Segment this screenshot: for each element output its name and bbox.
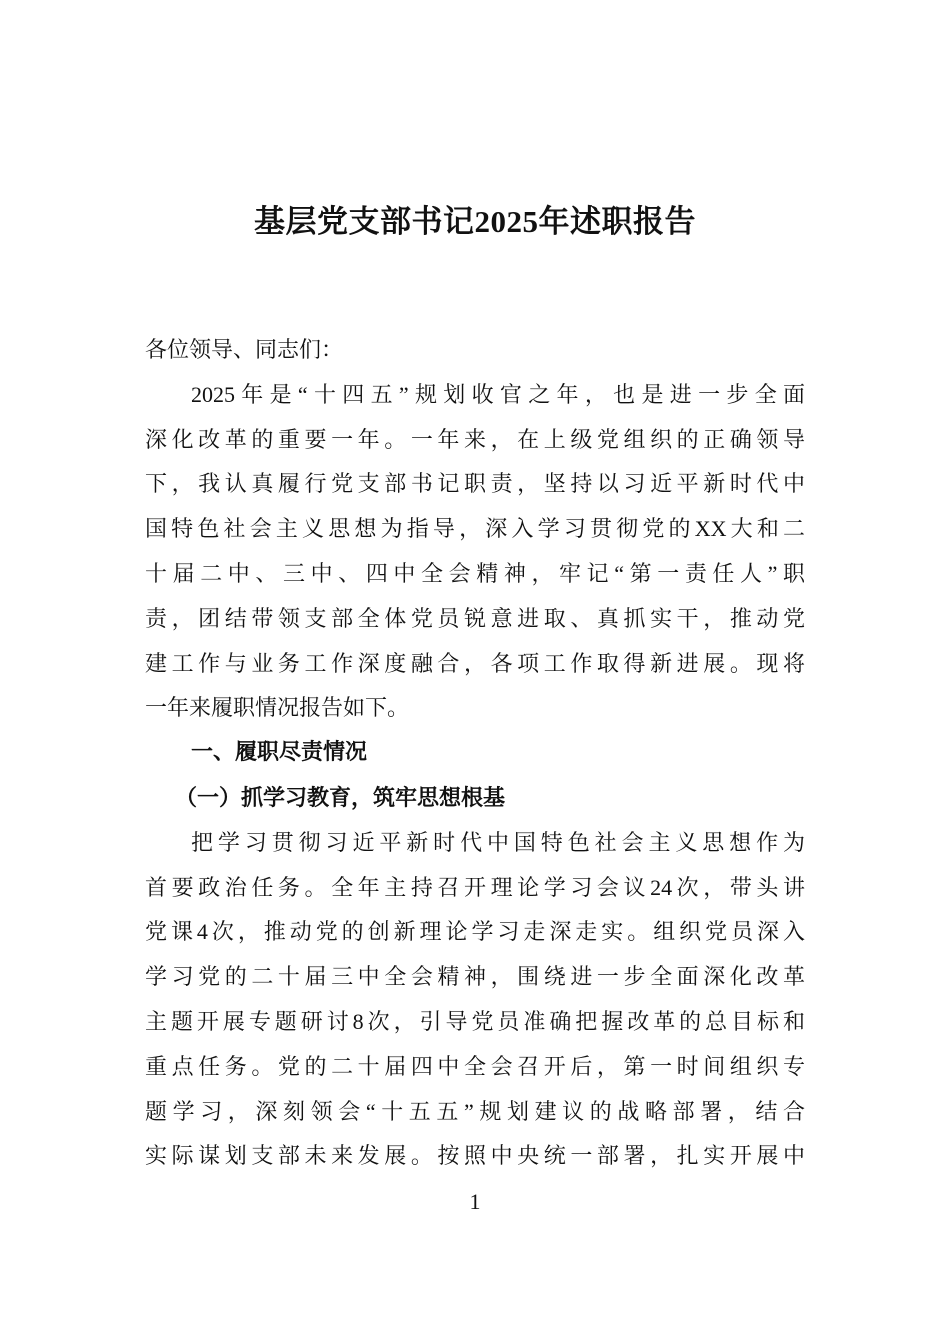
text-line: 2025年是“十四五”规划收官之年，也是进一步全面: [191, 381, 805, 407]
subsection-heading: （一）抓学习教育，筑牢思想根基: [175, 784, 506, 810]
salutation: 各位领导、同志们：: [145, 337, 344, 362]
paragraph-study: [145, 821, 805, 1179]
text-line: 国特色社会主义思想为指导，深入学习贯彻党的XX大和二: [145, 516, 805, 542]
text-line: 党课4次，推动党的创新理论学习走深走实。组织党员深入: [145, 919, 805, 945]
text-line: 首要政治任务。全年主持召开理论学习会议24次，带头讲: [145, 874, 805, 900]
text-line: 把学习贯彻习近平新时代中国特色社会主义思想作为: [191, 829, 805, 855]
paragraph-intro: [145, 373, 805, 731]
document-title: 基层党支部书记2025年述职报告: [254, 204, 696, 239]
text-line: 责，团结带领支部全体党员锐意进取、真抓实干，推动党: [145, 605, 805, 631]
text-line: 一年来履职情况报告如下。: [145, 695, 410, 721]
text-line: 重点任务。党的二十届四中全会召开后，第一时间组织专: [145, 1053, 805, 1079]
page-number: 1: [469, 1189, 481, 1214]
text-line: 实际谋划支部未来发展。按照中央统一部署，扎实开展中: [145, 1143, 805, 1169]
document-body: [145, 328, 805, 1179]
text-line: 建工作与业务工作深度融合，各项工作取得新进展。现将: [145, 650, 805, 676]
section-heading: 一、履职尽责情况: [191, 740, 368, 766]
text-line: 十届二中、三中、四中全会精神，牢记“第一责任人”职: [145, 560, 805, 586]
text-line: 下，我认真履行党支部书记职责，坚持以习近平新时代中: [145, 471, 805, 497]
text-line: 深化改革的重要一年。一年来，在上级党组织的正确领导: [145, 426, 805, 452]
text-line: 主题开展专题研讨8次，引导党员准确把握改革的总目标和: [145, 1008, 805, 1034]
text-line: 学习党的二十届三中全会精神，围绕进一步全面深化改革: [145, 964, 805, 990]
text-line: 题学习，深刻领会“十五五”规划建议的战略部署，结合: [145, 1098, 805, 1124]
